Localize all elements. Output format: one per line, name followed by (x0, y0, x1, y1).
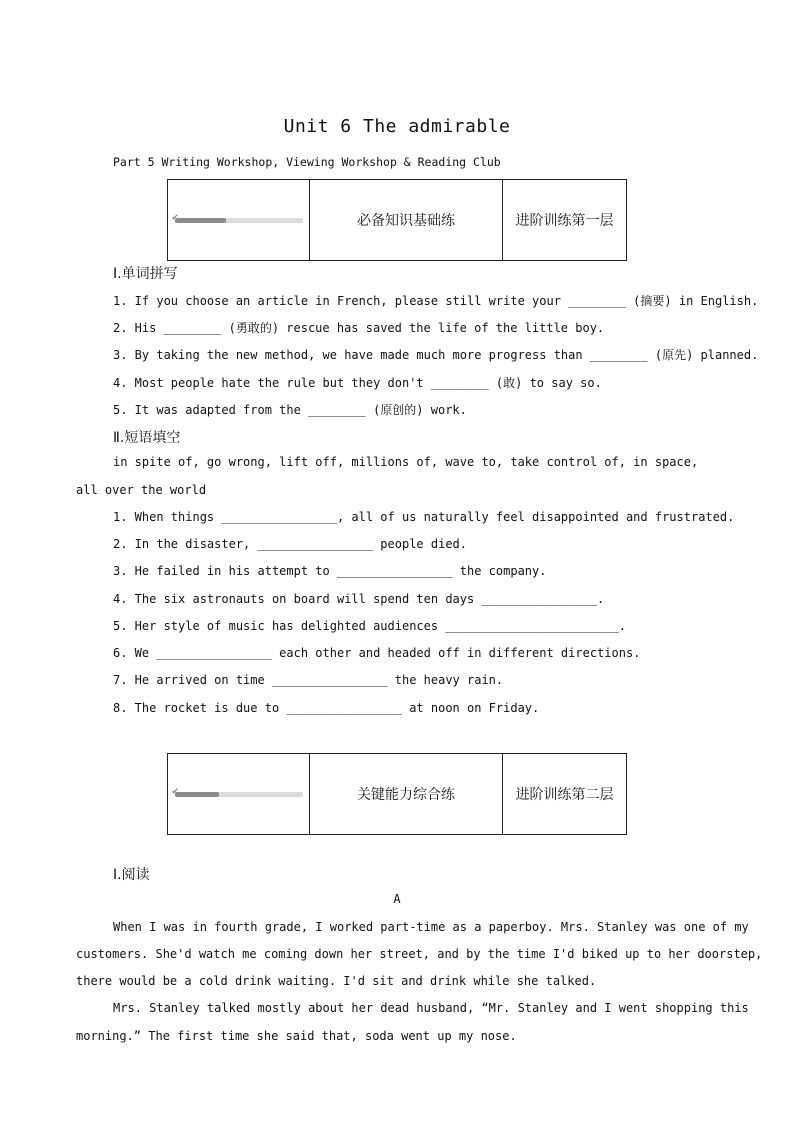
section-heading-reading: Ⅰ.阅读 (113, 867, 150, 883)
phrase-bank-continued: all over the world (76, 483, 207, 497)
phrase-item: 8. The rocket is due to ________________ at noon on Friday. (113, 701, 540, 715)
passage-line: Mrs. Stanley talked mostly about her dead husband, “Mr. Stanley and I went shopping this (113, 1001, 749, 1015)
passage-letter: A (393, 892, 401, 906)
check-icon: ✔ (171, 786, 180, 797)
spelling-item: 2. His ________ (勇敢的) rescue has saved the life of the little boy. (113, 321, 605, 335)
spelling-item: 5. It was adapted from the ________ (原创的) work. (113, 403, 467, 417)
progress-bar (171, 786, 303, 797)
training-level-label: 进阶训练第一层 (515, 213, 614, 229)
page-title: Unit 6 The admirable (283, 116, 511, 137)
passage-line: there would be a cold drink waiting. I'd sit and drink while she talked. (76, 974, 597, 988)
exercise-type-label: 必备知识基础练 (310, 180, 503, 260)
phrase-item: 7. He arrived on time ________________ the heavy rain. (113, 673, 504, 687)
page-subtitle: Part 5 Writing Workshop, Viewing Workshop & Reading Club (113, 155, 501, 169)
level-header-table-1 (167, 179, 627, 261)
exercise-type-label: 关键能力综合练 (310, 754, 503, 834)
phrase-item: 4. The six astronauts on board will spend ten days ________________. (113, 592, 605, 606)
phrase-item: 5. Her style of music has delighted audiences ________________________. (113, 619, 626, 633)
spelling-item: 4. Most people hate the rule but they don't ________ (敢) to say so. (113, 376, 602, 390)
section-heading-spelling: Ⅰ.单词拼写 (113, 266, 178, 282)
level-header-table-2 (167, 753, 627, 835)
phrase-item: 2. In the disaster, ________________ people died. (113, 537, 468, 551)
check-icon: ✔ (171, 212, 180, 223)
phrase-item: 3. He failed in his attempt to ________________ the company. (113, 564, 547, 578)
phrase-item: 1. When things ________________, all of us naturally feel disappointed and frustrated. (113, 510, 735, 524)
passage-line: morning.” The first time she said that, soda went up my nose. (76, 1029, 517, 1043)
progress-cell (168, 754, 310, 834)
spelling-item: 3. By taking the new method, we have made much more progress than ________ (原先) planned. (113, 348, 759, 362)
passage-line: When I was in fourth grade, I worked part-time as a paperboy. Mrs. Stanley was one of my (113, 920, 749, 934)
section-heading-phrases: Ⅱ.短语填空 (113, 430, 181, 446)
progress-fill (175, 218, 226, 223)
progress-cell (168, 180, 310, 260)
phrase-item: 6. We ________________ each other and headed off in different directions. (113, 646, 641, 660)
progress-fill (175, 792, 220, 797)
progress-bar (171, 212, 303, 223)
spelling-item: 1. If you choose an article in French, please still write your ________ (摘要) in English. (113, 294, 759, 308)
phrase-bank: in spite of, go wrong, lift off, millions of, wave to, take control of, in space, (113, 455, 699, 469)
training-level-label: 进阶训练第二层 (515, 787, 614, 803)
passage-line: customers. She'd watch me coming down her street, and by the time I'd biked up to her doorstep, (76, 947, 763, 961)
